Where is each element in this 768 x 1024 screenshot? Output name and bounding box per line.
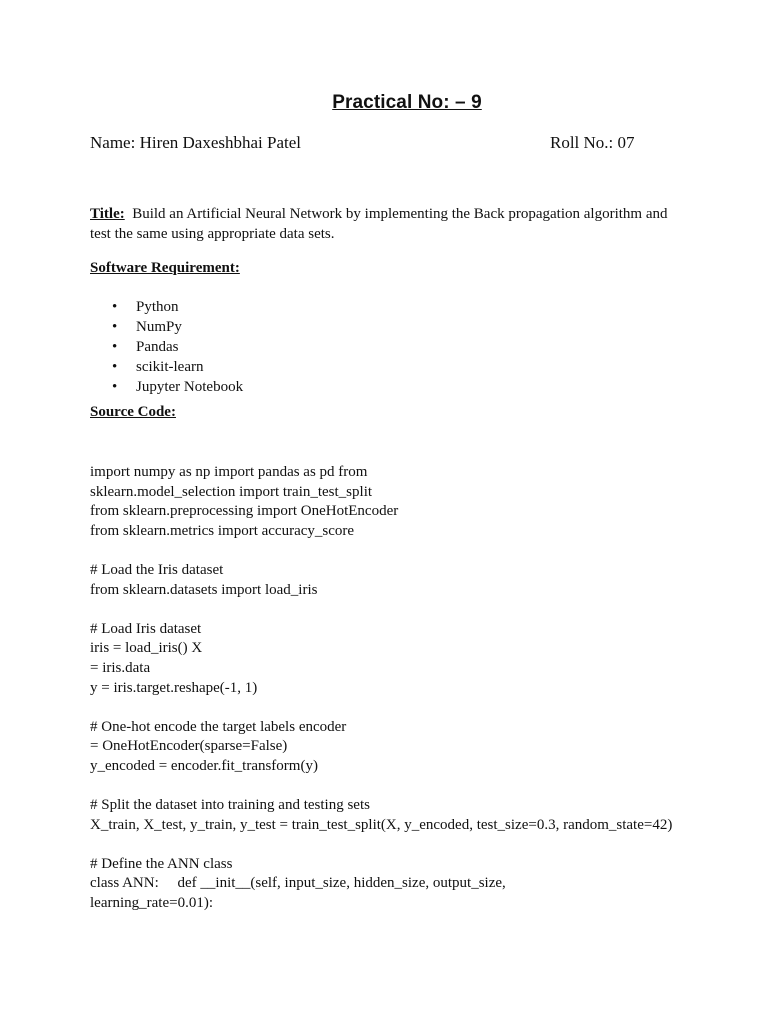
code-line: # Load the Iris dataset [90, 561, 224, 578]
title-label: Title: [90, 206, 125, 222]
code-line [90, 600, 730, 620]
bullet-icon: • [112, 319, 118, 335]
code-line: # One-hot encode the target labels encoder [90, 718, 347, 735]
code-line: # Load Iris dataset [90, 620, 202, 637]
code-line [90, 541, 730, 561]
code-line: from sklearn.preprocessing import OneHotEncoder [90, 503, 399, 520]
code-line: # Define the ANN class [90, 855, 233, 872]
code-line: from sklearn.datasets import load_iris [90, 581, 318, 598]
code-line: iris = load_iris() X [90, 640, 203, 657]
bullet-icon: • [112, 379, 118, 395]
list-item: • Python [112, 299, 179, 315]
title-text: Build an Artificial Neural Network by implementing the Back propagation algorithm and test the same using appropriate data sets. [90, 206, 668, 242]
list-item: • NumPy [112, 319, 182, 335]
source-code-heading: Source Code: [90, 404, 176, 420]
list-item: • scikit-learn [112, 359, 204, 375]
source-code-block [90, 463, 730, 914]
code-line: from sklearn.metrics import accuracy_score [90, 522, 355, 539]
bullet-icon: • [112, 359, 118, 375]
code-line: y_encoded = encoder.fit_transform(y) [90, 757, 318, 774]
code-line: sklearn.model_selection import train_test_split [90, 483, 373, 500]
code-line: import numpy as np import pandas as pd from [90, 464, 368, 480]
code-line: = iris.data [90, 659, 151, 676]
software-list [90, 297, 243, 397]
practical-heading: Practical No: – 9 [332, 92, 482, 113]
code-line: y = iris.target.reshape(-1, 1) [90, 679, 258, 696]
student-name: Name: Hiren Daxeshbhai Patel [90, 133, 302, 152]
code-line: = OneHotEncoder(sparse=False) [90, 738, 288, 755]
code-line: X_train, X_test, y_train, y_test = train_test_split(X, y_encoded, test_size=0.3, random_state=42) [90, 816, 673, 833]
bullet-icon: • [112, 299, 118, 315]
roll-number: Roll No.: 07 [550, 133, 635, 152]
code-line: # Split the dataset into training and testing sets [90, 797, 370, 814]
list-item: • Jupyter Notebook [112, 379, 244, 395]
code-line [90, 777, 730, 797]
code-line [90, 698, 730, 718]
list-item: • Pandas [112, 339, 179, 355]
code-line: class ANN: def __init__(self, input_size, hidden_size, output_size, [90, 875, 506, 892]
software-requirement-heading: Software Requirement: [90, 260, 240, 276]
title-section [90, 204, 690, 244]
code-line: learning_rate=0.01): [90, 895, 213, 912]
bullet-icon: • [112, 339, 118, 355]
code-line [90, 835, 730, 855]
